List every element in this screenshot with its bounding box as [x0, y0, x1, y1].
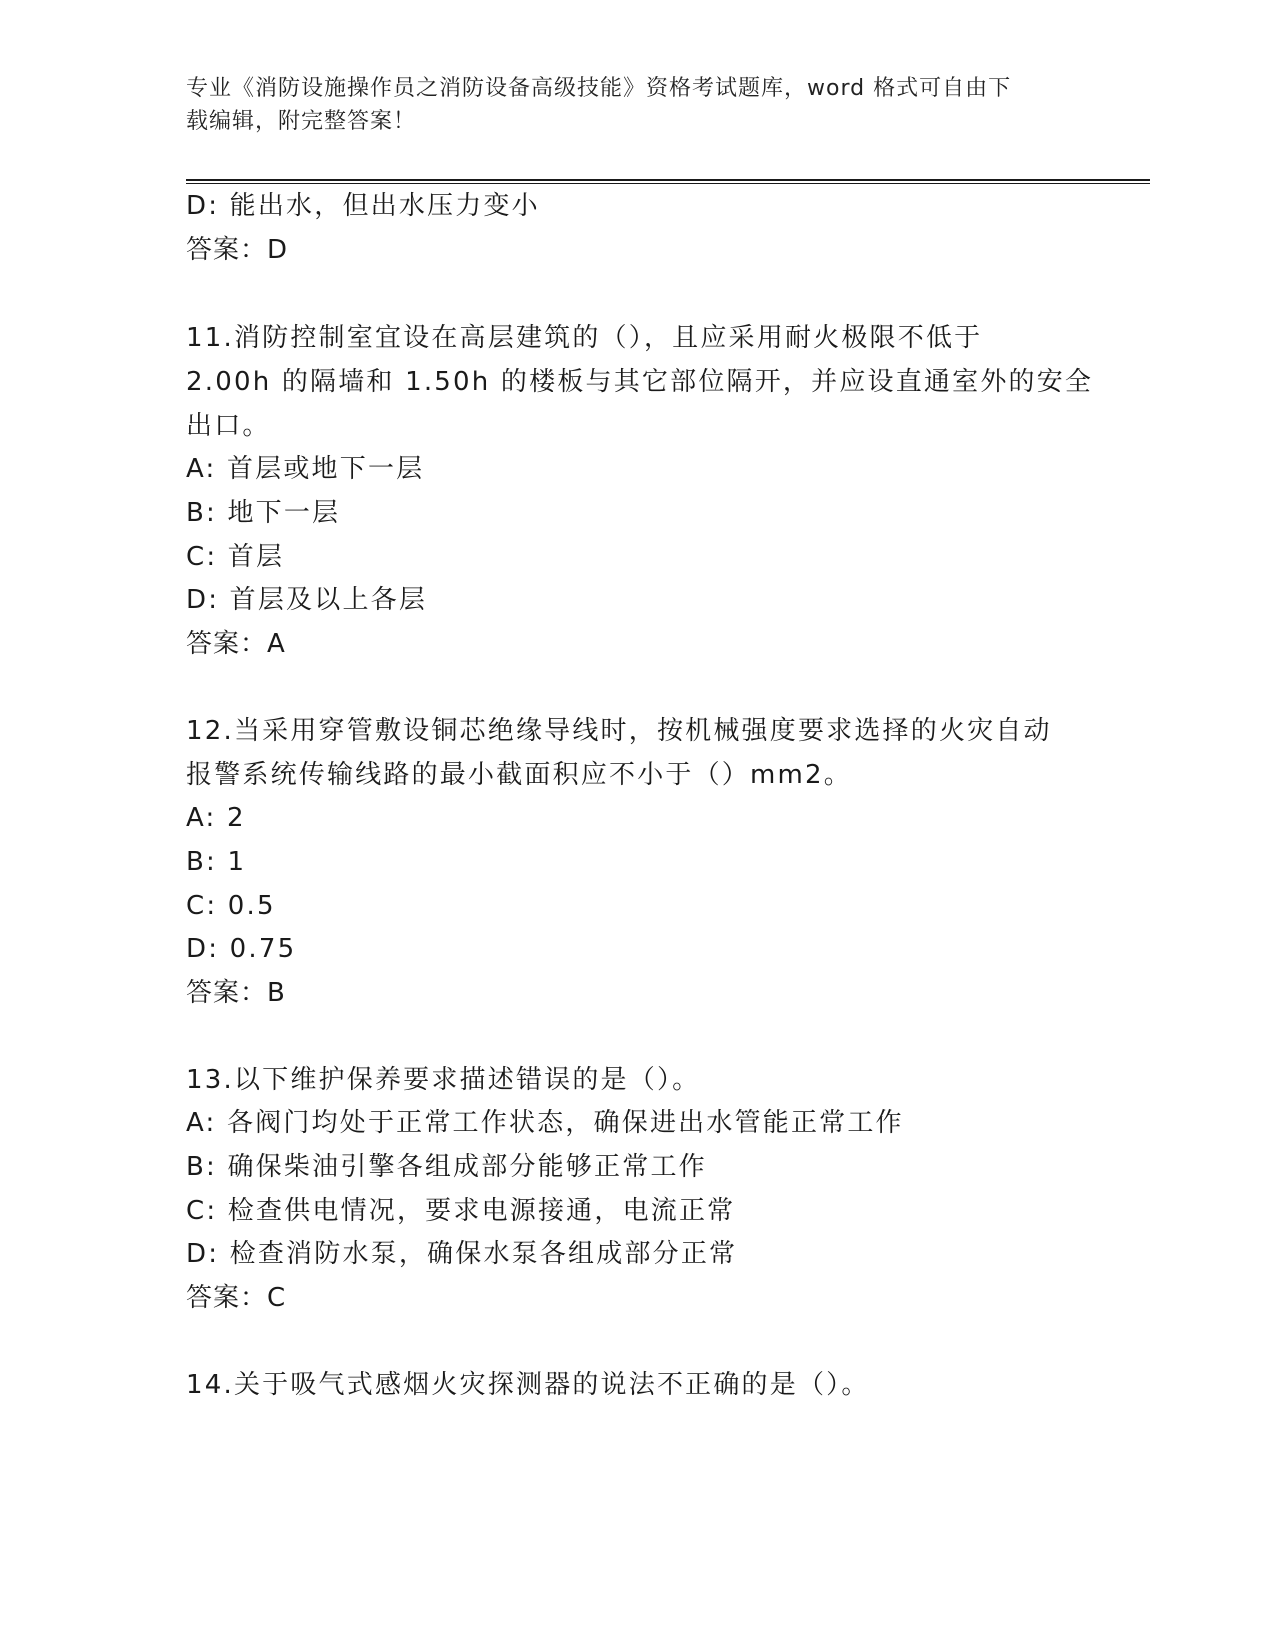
document-header	[186, 72, 1066, 138]
q13-option-d: D: 检查消防水泵，确保水泵各组成部分正常	[186, 1239, 738, 1269]
q14-stem-line-1: 14.关于吸气式感烟火灾探测器的说法不正确的是（）。	[186, 1370, 870, 1400]
q13-stem-line-1: 13.以下维护保养要求描述错误的是（）。	[186, 1065, 701, 1095]
header-divider-thin	[186, 183, 1150, 184]
q11-option-d: D: 首层及以上各层	[186, 585, 428, 615]
header-divider-thick	[186, 179, 1150, 181]
q11-answer: 答案：A	[186, 629, 286, 659]
q12-option-c: C: 0.5	[186, 891, 276, 921]
q13-option-a: A: 各阀门均处于正常工作状态，确保进出水管能正常工作	[186, 1108, 904, 1138]
q13-answer: 答案：C	[186, 1283, 287, 1313]
header-line-1: 专业《消防设施操作员之消防设备高级技能》资格考试题库，word 格式可自由下	[186, 76, 1012, 101]
header-line-2: 载编辑，附完整答案！	[186, 109, 417, 134]
q12-option-a: A: 2	[186, 803, 246, 833]
q12-option-d: D: 0.75	[186, 934, 297, 964]
q11-stem-line-2: 2.00h 的隔墙和 1.50h 的楼板与其它部位隔开，并应设直通室外的安全	[186, 367, 1094, 397]
q12-option-b: B: 1	[186, 847, 247, 877]
q12-stem-line-2: 报警系统传输线路的最小截面积应不小于（）mm2。	[186, 760, 852, 790]
q10-answer: 答案：D	[186, 235, 289, 265]
q13-option-b: B: 确保柴油引擎各组成部分能够正常工作	[186, 1152, 707, 1182]
q13-option-c: C: 检查供电情况，要求电源接通，电流正常	[186, 1196, 736, 1226]
q11-option-b: B: 地下一层	[186, 498, 341, 528]
q12-stem-line-1: 12.当采用穿管敷设铜芯绝缘导线时，按机械强度要求选择的火灾自动	[186, 716, 1052, 746]
q10-option-d: D: 能出水，但出水压力变小	[186, 191, 540, 221]
q11-option-a: A: 首层或地下一层	[186, 454, 425, 484]
q11-stem-line-1: 11.消防控制室宜设在高层建筑的（），且应采用耐火极限不低于	[186, 323, 983, 353]
q11-option-c: C: 首层	[186, 542, 285, 572]
q12-answer: 答案：B	[186, 978, 286, 1008]
q11-stem-line-3: 出口。	[186, 411, 271, 441]
